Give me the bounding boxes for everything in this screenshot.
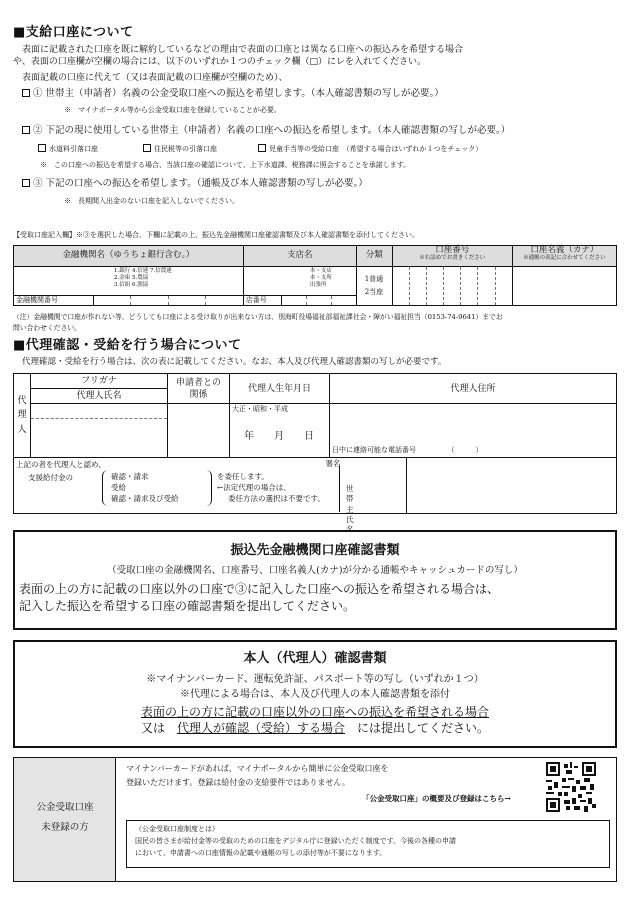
option-2-sub-1[interactable]: 水道料引落口座: [38, 144, 98, 154]
th-bank: 金融機関名（ゆうちょ銀行含む。）: [14, 246, 244, 267]
account-table: [13, 245, 617, 306]
branch-code-field[interactable]: [281, 296, 356, 306]
option-2[interactable]: ② 下記の現に使用している世帯主（申請者）名義の口座への振込を希望します。（本人確認書類の写しが必要。）: [22, 125, 510, 138]
option-note: ※ 長期間入出金のない口座を記入しないでください。: [64, 197, 239, 205]
proxy-table: [13, 373, 617, 524]
panel-label: 未登録の方: [41, 822, 89, 833]
th-proxy-name: 代理人氏名: [31, 389, 168, 404]
signature-field[interactable]: 署名: [330, 458, 617, 514]
intro-text: 表面に記載された口座を既に解約しているなどの理由で表面の口座とは異なる口座への振込みを希望する場合: [22, 45, 464, 55]
intro-text: 表面記載の口座に代えて（又は表面記載の口座欄が空欄のため）、: [22, 73, 288, 83]
footnote: （注）金融機関で口座が作れない等、どうしても口座による受け取りが出来ない方は、別海町役場福祉部福祉課社会・障がい福祉担当（0153-74-9641）までお: [13, 313, 503, 321]
birth-field[interactable]: 大正・昭和・平成 年 月 日: [230, 404, 330, 458]
proxy-side-label: 代 理 人: [14, 374, 31, 458]
bank-doc-title: 振込先金融機関口座確認書類: [230, 543, 400, 558]
checkbox[interactable]: [22, 89, 30, 97]
branch-code-label: 店番号: [243, 296, 281, 306]
intro-text: や、表面の口座欄が空欄の場合には、以下のいずれか１つのチェック欄（□）にレを入れてください。: [13, 57, 427, 67]
panel-label: 公金受取口座: [36, 802, 94, 813]
th-type: 分類: [356, 246, 392, 267]
koukin-system-note: （公金受取口座制度とは） 国民の皆さまが給付金等の受取のための口座をデジタル庁に登録いただく制度です。今後の各種の申請 において、申請書への口座情報の記載や通帳の写しの添付等が不要になります。: [126, 820, 610, 868]
option-2-sub-2[interactable]: 住民税等の引落口座: [143, 144, 217, 154]
koukin-link[interactable]: 「公金受取口座」の概要及び登録はこちら→: [362, 794, 511, 803]
account-number-field[interactable]: [392, 267, 512, 306]
id-doc-title: 本人（代理人）確認書類: [243, 651, 387, 666]
delegate-option-a[interactable]: 確認・請求: [111, 472, 149, 482]
bank-code-label: 金融機関番号: [14, 296, 94, 306]
th-account: 口座番号 ※右詰めでお書きください: [392, 246, 512, 267]
branch-name-field[interactable]: 本・支店 本・支所 出張所: [243, 267, 356, 296]
th-furigana: フリガナ: [31, 374, 168, 389]
option-note: ※ マイナポータル等から公金受取口座を登録していることが必要。: [64, 106, 281, 114]
head-name-label: 世帯主氏: [346, 484, 354, 524]
id-doc-box: 本人（代理人）確認書類 ※マイナンバーカード、運転免許証、パスポート等の写し（いずれか１つ） ※代理による場合は、本人及び代理人の本人確認書類を添付 表面の上の方に記載の口座以外の口座への振込を希望される場合 又は 代理人が確認（受給）する場合 には提出してください。: [13, 640, 617, 748]
koukin-panel: 公金受取口座 未登録の方 マイナンバーカードがあれば、マイナポータルから簡単に公金受取口座を 登録いただけます。登録は給付金の支給要件ではありません。 「公金受取口座」の概要及び登録はこちら→ （公金受取口座制度とは） 国民の皆さまが給付金等の受取のための口座をデジタル庁に登録いただく制度です。今後の各種の申請 において、申請書への口座情報の記載や通帳の写しの添付等が不要になります。: [13, 757, 617, 882]
proxy-intro: 代理確認・受給を行う場合は、次の表に記載してください。なお、本人及び代理人確認書類の写しが必要です。: [22, 357, 447, 367]
delegate-option-c[interactable]: 確認・請求及び受給: [111, 494, 179, 504]
delegation-area: 上記の者を代理人と認め、 支援給付金の 確認・請求 受給 確認・請求及び受給 を委任します。 ←法定代理の場合は、 委任方法の選択は不要です。 世帯主氏: [14, 458, 330, 514]
table-caption: 【受取口座記入欄】※③を選択した場合、下欄に記載の上、振込先金融機関口座確認書類及び本人確認書類を添付してください。: [13, 231, 419, 239]
checkbox[interactable]: [22, 126, 30, 134]
th-branch: 支店名: [243, 246, 356, 267]
proxy-name-field[interactable]: [31, 404, 168, 458]
th-address: 代理人住所: [330, 374, 617, 404]
relation-field[interactable]: [168, 404, 230, 458]
account-type-field[interactable]: 1普通 2当座: [356, 267, 392, 306]
account-holder-field[interactable]: [512, 267, 616, 306]
th-birth: 代理人生年月日: [230, 374, 330, 404]
address-field[interactable]: 日中に連絡可能な電話番号 （ ）: [330, 404, 617, 458]
qr-code-icon[interactable]: [546, 762, 596, 812]
checkbox[interactable]: [258, 144, 266, 152]
footnote: 問い合わせください。: [13, 324, 81, 332]
bank-name-field[interactable]: 1.銀行 4.信連 7.信農連 2.金庫 5.農協 3.信組 6.漁協: [14, 267, 244, 296]
section-heading-account: ■支給口座について: [13, 25, 134, 40]
option-3[interactable]: ③ 下記の口座への振込を希望します。（通帳及び本人確認書類の写しが必要。）: [22, 178, 368, 191]
section-heading-proxy: ■代理確認・受給を行う場合について: [13, 338, 242, 353]
option-2-sub-3[interactable]: 児童手当等の受給口座 （希望する場合はいずれか１つをチェック）: [258, 144, 482, 154]
option-1[interactable]: ① 世帯主（申請者）名義の公金受取口座への振込を希望します。（本人確認書類の写しが必要。）: [22, 88, 444, 101]
bank-doc-box: 振込先金融機関口座確認書類 （受取口座の金融機関名、口座番号、口座名義人(カナ)が分かる通帳やキャッシュカードの写し） 表面の上の方に記載の口座以外の口座で③に記入した口座への振込を希望される場合は、 記入した振込を希望する口座の確認書類を提出してください。: [13, 530, 617, 630]
checkbox[interactable]: [38, 144, 46, 152]
option-note: ※ この口座への振込を希望する場合、当該口座の確認について、上下水道課、税務課に照会することを承諾します。: [40, 161, 411, 169]
th-relation: 申請者との 関係: [168, 374, 230, 404]
th-holder: 口座名義（カナ） ※通帳の表記に合わせてください: [512, 246, 616, 267]
delegate-option-b[interactable]: 受給: [111, 483, 126, 493]
bank-code-field[interactable]: [94, 296, 244, 306]
checkbox[interactable]: [22, 179, 30, 187]
checkbox[interactable]: [143, 144, 151, 152]
